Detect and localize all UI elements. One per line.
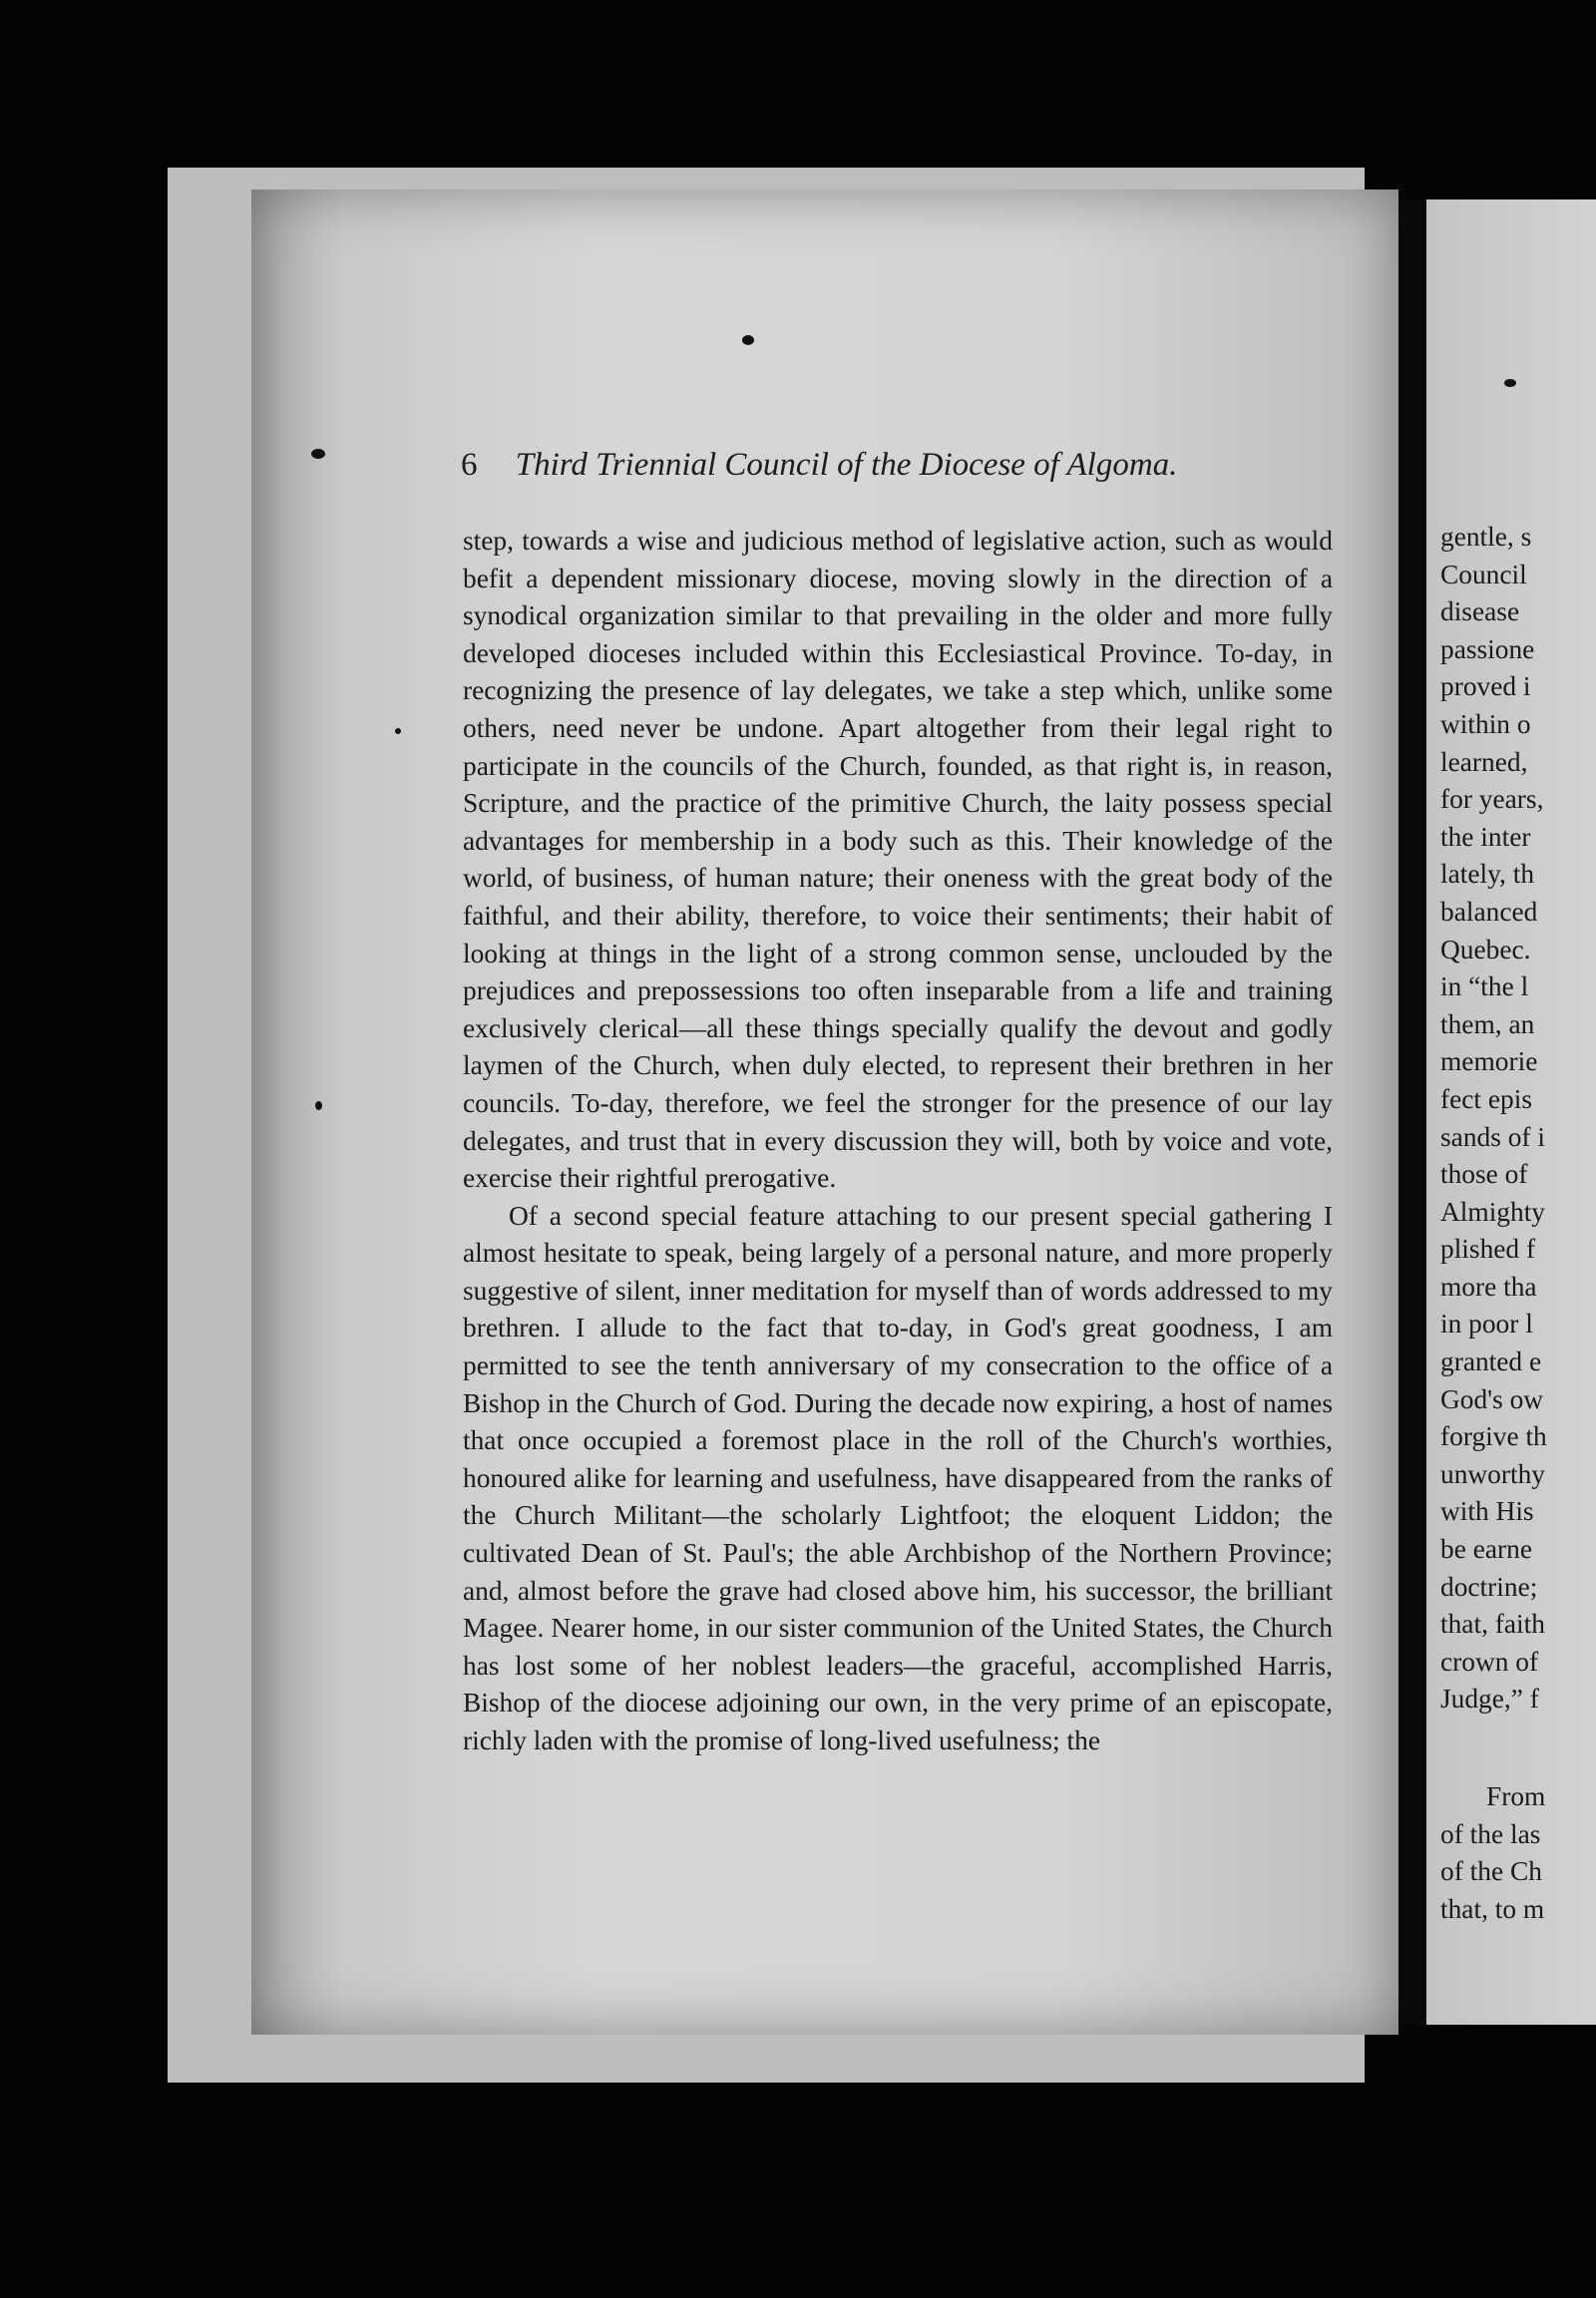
facing-page-gap [1440, 1719, 1596, 1778]
facing-page-line: fect epis [1440, 1083, 1533, 1114]
facing-page-line: for years, [1440, 784, 1544, 815]
facing-page-line: more tha [1440, 1271, 1537, 1302]
facing-page-text [1440, 519, 1596, 1928]
facing-page-line: of the las [1440, 1818, 1541, 1849]
facing-page-line: Judge,” f [1440, 1684, 1539, 1715]
facing-page-line: be earne [1440, 1534, 1532, 1565]
running-head [461, 447, 1339, 484]
facing-page-line: balanced [1440, 896, 1538, 927]
facing-page-line: Council [1440, 559, 1527, 589]
scan-speck [395, 728, 401, 734]
facing-page-line: them, an [1440, 1008, 1535, 1039]
facing-page-line: God's ow [1440, 1383, 1544, 1414]
facing-page-line: learned, [1440, 746, 1528, 777]
running-title: Third Triennial Council of the Diocese of Algoma. [515, 447, 1178, 483]
facing-page-line: in poor l [1440, 1309, 1533, 1340]
book-gutter [1398, 199, 1426, 2025]
facing-page-line: that, to m [1440, 1893, 1545, 1924]
facing-page-line: gentle, s [1440, 522, 1532, 552]
body-text [463, 523, 1333, 1760]
page-number: 6 [461, 447, 478, 483]
facing-page-line: Quebec. [1440, 934, 1531, 964]
facing-page-line: sands of i [1440, 1121, 1545, 1152]
facing-page-line: the inter [1440, 821, 1531, 852]
facing-page-line: those of [1440, 1159, 1528, 1190]
paragraph-1: step, towards a wise and judicious method of legislative action, such as would befit a dependent missionary diocese, moving slowly in the direction of a synodical organization similar to that prevailing in the older and more fully developed dioceses included within this Ecclesiastical Province. To-day, in recognizing the presence of lay delegates, we take a step which, unlike some others, need never be undone. Apart altogether from their legal right to participate in the councils of the Church, founded, as that right is, in reason, Scripture, and the practice of the primitive Church, the laity possess special advantages for membership in a body such as this. Their knowledge of the world, of business, of human nature; their oneness with the great body of the faithful, and their ability, therefore, to voice their sentiments; their habit of looking at things in the light of a strong common sense, unclouded by the prejudices and prepossessions too often inseparable from a life and training exclusively clerical—all these things specially qualify the devout and godly laymen of the Church, when duly elected, to represent their brethren in her councils. To-day, therefore, we feel the stronger for the presence of our lay delegates, and trust that in every discussion they will, both by voice and vote, exercise their rightful prerogative. [463, 526, 1333, 1194]
scan-speck [311, 449, 325, 459]
facing-page-line: in “the l [1440, 971, 1529, 1002]
facing-page-line: granted e [1440, 1346, 1542, 1377]
facing-page-line: forgive th [1440, 1421, 1547, 1452]
scan-speck [315, 1101, 322, 1110]
facing-page-line: within o [1440, 708, 1531, 739]
facing-page-line: crown of [1440, 1646, 1539, 1677]
facing-page-line: that, faith [1440, 1609, 1545, 1640]
facing-page-line: proved i [1440, 671, 1531, 702]
paragraph-2: Of a second special feature attaching to our present special gathering I almost hesitate to speak, being largely of a personal nature, and more properly suggestive of silent, inner meditation for myself than of words addressed to my brethren. I allude to the fact that to-day, in God's great goodness, I am permitted to see the tenth anniversary of my consecration to the office of a Bishop in the Church of God. During the decade now expiring, a host of names that once occupied a foremost place in the roll of the Church's worthies, honoured alike for learning and usefulness, have disappeared from the ranks of the Church Militant—the scholarly Lightfoot; the eloquent Liddon; the cultivated Dean of St. Paul's; the able Archbishop of the Northern Province; and, almost before the grave had closed above him, his successor, the brilliant Magee. Nearer home, in our sister communion of the United States, the Church has lost some of her noblest leaders—the graceful, accomplished Harris, Bishop of the diocese adjoining our own, in the very prime of an episcopate, richly laden with the promise of long-lived usefulness; the [463, 1200, 1333, 1755]
facing-page-line: unworthy [1440, 1458, 1545, 1489]
facing-page-line: Almighty [1440, 1196, 1546, 1227]
facing-page-line: memorie [1440, 1046, 1538, 1077]
facing-page-line: From [1486, 1781, 1546, 1811]
facing-page-line: passione [1440, 633, 1535, 664]
facing-page-line: lately, th [1440, 859, 1535, 890]
facing-page [1426, 199, 1596, 2025]
facing-page-line: of the Ch [1440, 1856, 1542, 1887]
scan-speck [1504, 379, 1516, 387]
facing-page-line: disease [1440, 596, 1520, 627]
scan-speck [742, 335, 754, 345]
facing-page-line: doctrine; [1440, 1571, 1538, 1602]
facing-page-line: plished f [1440, 1234, 1536, 1265]
facing-page-line: with His [1440, 1496, 1534, 1527]
